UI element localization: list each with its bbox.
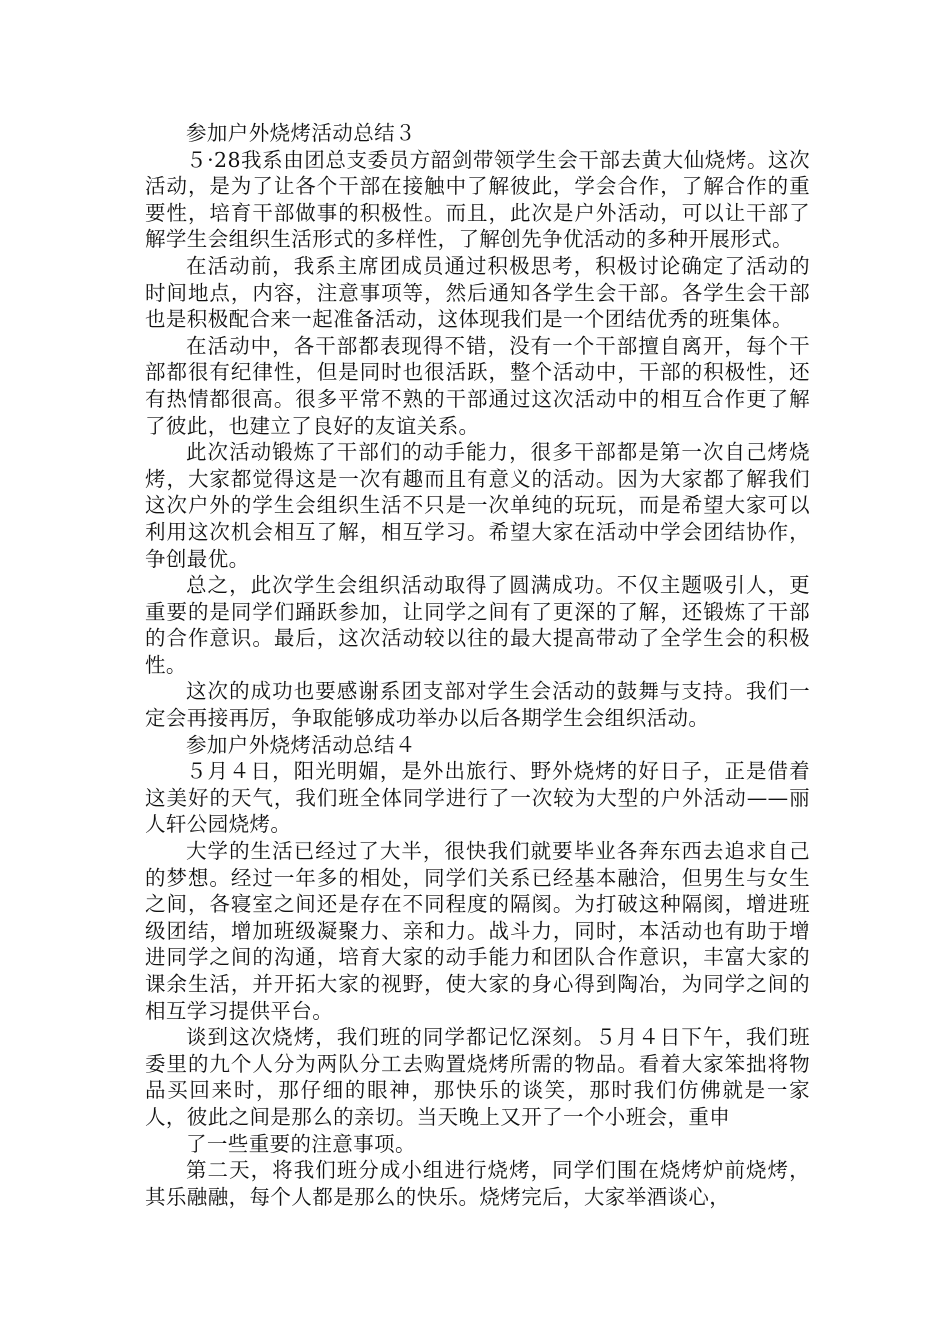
paragraph: 第二天，将我们班分成小组进行烧烤，同学们围在烧烤炉前烧烤，其乐融融，每个人都是那么的快乐。烧烤完后，大家举酒谈心， bbox=[145, 1158, 810, 1209]
paragraph: 此次活动锻炼了干部们的动手能力，很多干部都是第一次自己烤烧烤，大家都觉得这是一次有趣而且有意义的活动。因为大家都了解我们这次户外的学生会组织生活不只是一次单纯的玩玩，而是希望大家可以利用这次机会相互了解，相互学习。希望大家在活动中学会团结协作，争创最优。 bbox=[145, 440, 810, 571]
paragraph: 谈到这次烧烤，我们班的同学都记忆深刻。５月４日下午，我们班委里的九个人分为两队分工去购置烧烤所需的物品。看着大家笨拙将物品买回来时，那仔细的眼神，那快乐的谈笑，那时我们仿佛就是一家人，彼此之间是那么的亲切。当天晚上又开了一个小班会，重申 bbox=[145, 1025, 810, 1129]
document-body bbox=[145, 120, 810, 1210]
paragraph: 总之，此次学生会组织活动取得了圆满成功。不仅主题吸引人，更重要的是同学们踊跃参加，让同学之间有了更深的了解，还锻炼了干部的合作意识。最后，这次活动较以往的最大提高带动了全学生会的积极性。 bbox=[145, 573, 810, 677]
section-title-3: 参加户外烧烤活动总结３ bbox=[186, 121, 416, 145]
paragraph: 了一些重要的注意事项。 bbox=[186, 1131, 416, 1156]
section-title-4: 参加户外烧烤活动总结４ bbox=[186, 732, 416, 757]
paragraph: 在活动前，我系主席团成员通过积极思考，积极讨论确定了活动的时间地点，内容，注意事项等，然后通知各学生会干部。各学生会干部也是积极配合来一起准备活动，这体现我们是一个团结优秀的班集体。 bbox=[145, 253, 810, 332]
paragraph: 在活动中，各干部都表现得不错，没有一个干部擅自离开，每个干部都很有纪律性，但是同时也很活跃，整个活动中，干部的积极性，还有热情都很高。很多平常不熟的干部通过这次活动中的相互合作更了解了彼此，也建立了良好的友谊关系。 bbox=[145, 333, 810, 438]
paragraph: ５月４日，阳光明媚，是外出旅行、野外烧烤的好日子，正是借着这美好的天气，我们班全体同学进行了一次较为大型的户外活动——丽人轩公园烧烤。 bbox=[145, 759, 810, 837]
paragraph: 这次的成功也要感谢系团支部对学生会活动的鼓舞与支持。我们一定会再接再厉，争取能够成功举办以后各期学生会组织活动。 bbox=[145, 679, 810, 731]
paragraph: 大学的生活已经过了大半，很快我们就要毕业各奔东西去追求自己的梦想。经过一年多的相处，同学们关系已经基本融洽，但男生与女生之间，各寝室之间还是存在不同程度的隔阂。为打破这种隔阂，增进班级团结，增加班级凝聚力、亲和力。战斗力，同时，本活动也有助于增进同学之间的沟通，培育大家的动手能力和团队合作意识，丰富大家的课余生活，并开拓大家的视野，使大家的身心得到陶冶，为同学之间的相互学习提供平台。 bbox=[145, 839, 810, 1023]
paragraph: ５·28我系由团总支委员方韶剑带领学生会干部去黄大仙烧烤。这次活动，是为了让各个干部在接触中了解彼此，学会合作，了解合作的重要性，培育干部做事的积极性。而且，此次是户外活动，可以让干部了解学生会组织生活形式的多样性，了解创先争优活动的多种开展形式。 bbox=[145, 147, 810, 252]
